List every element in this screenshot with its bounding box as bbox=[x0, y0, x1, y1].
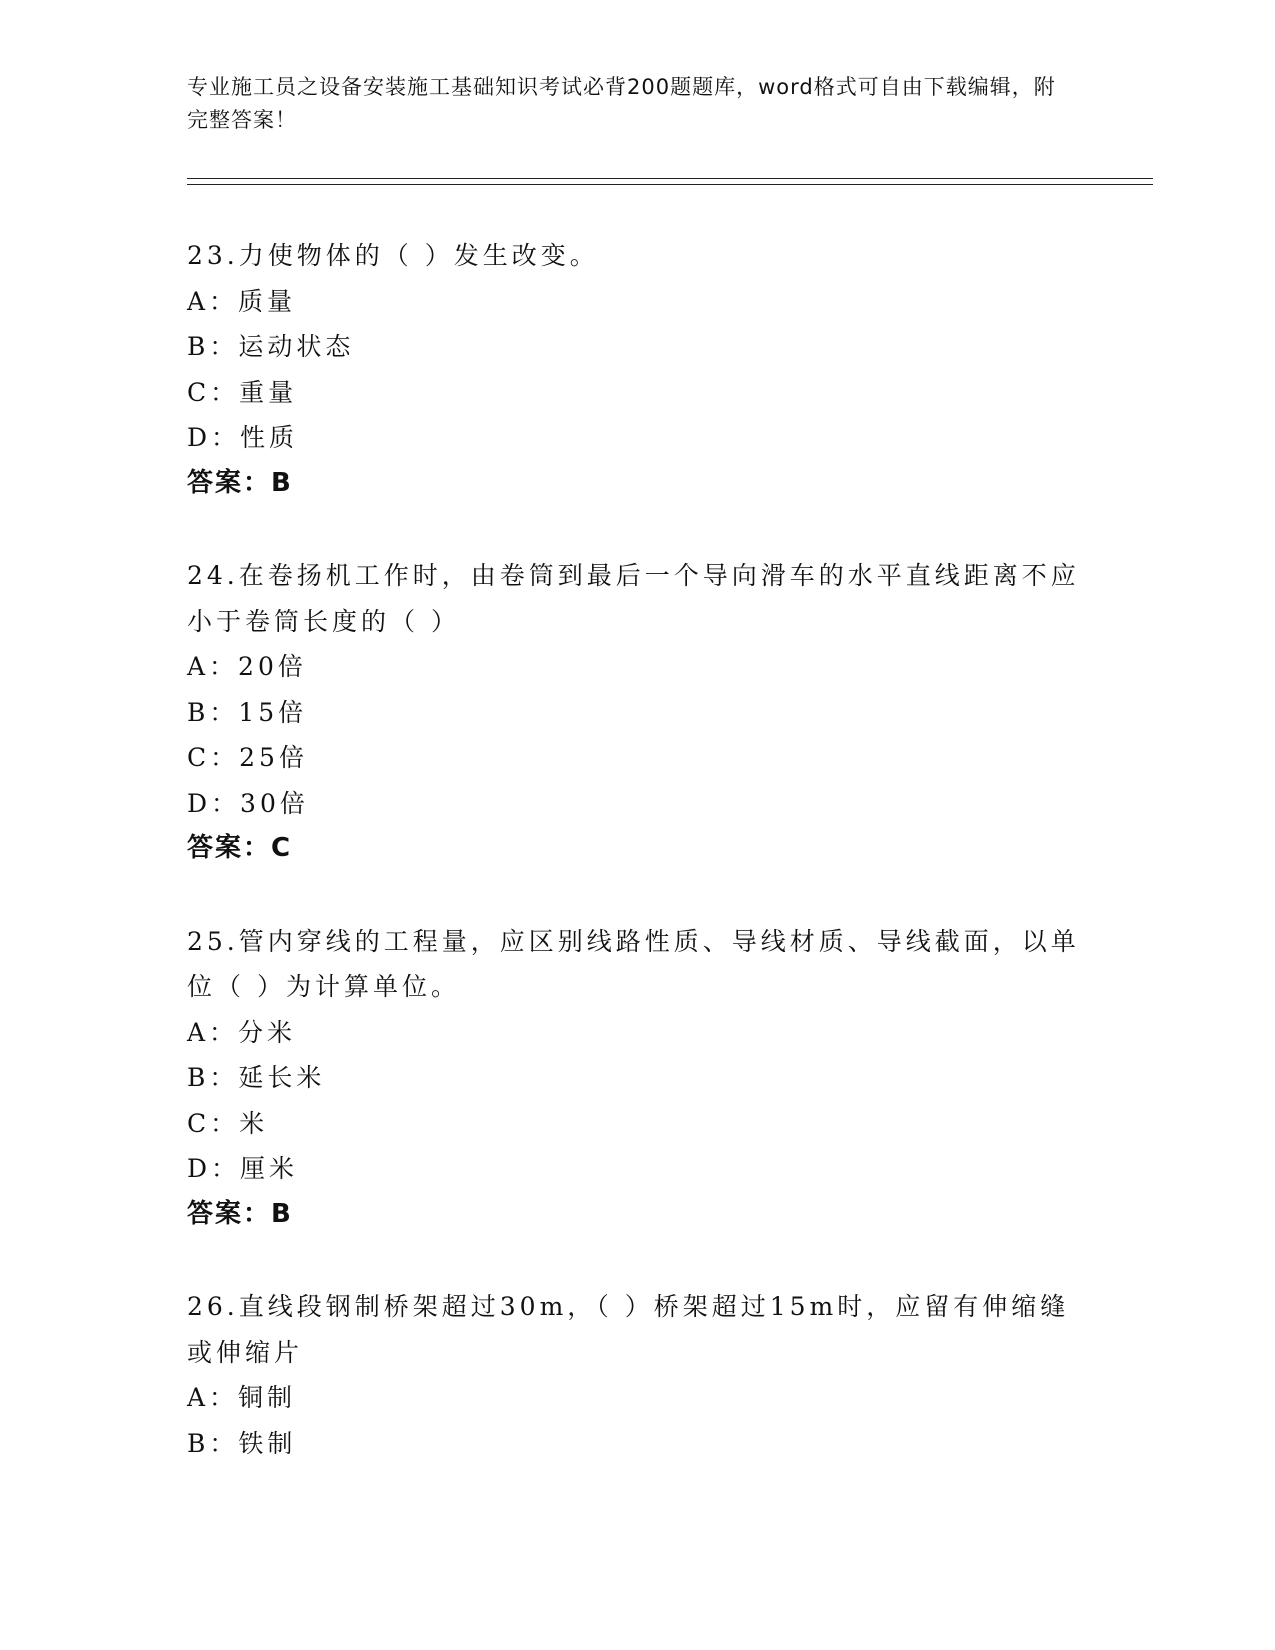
header-double-rule bbox=[187, 178, 1153, 185]
option-d: D：30倍 bbox=[187, 788, 309, 818]
option-a: A：质量 bbox=[187, 286, 297, 316]
question-text: 25.管内穿线的工程量，应区别线路性质、导线材质、导线截面，以单位（ ）为计算单位。 bbox=[187, 926, 1080, 1001]
answer-line: 答案：B bbox=[187, 1198, 293, 1229]
option-c: C：重量 bbox=[187, 377, 298, 407]
option-b: B：延长米 bbox=[187, 1063, 326, 1092]
question-text: 24.在卷扬机工作时，由卷筒到最后一个导向滑车的水平直线距离不应小于卷筒长度的（ ） bbox=[187, 561, 1080, 636]
option-a: A：铜制 bbox=[187, 1383, 297, 1412]
option-b: B：15倍 bbox=[187, 697, 308, 727]
question-25 bbox=[187, 919, 1087, 1238]
option-d: D：性质 bbox=[187, 423, 299, 452]
option-c: C：米 bbox=[187, 1108, 269, 1138]
question-text: 23.力使物体的（ ）发生改变。 bbox=[187, 241, 599, 270]
answer-line: 答案：C bbox=[187, 833, 293, 863]
question-list bbox=[187, 233, 1087, 1513]
answer-line: 答案：B bbox=[187, 467, 293, 498]
question-26 bbox=[187, 1284, 1087, 1466]
option-b: B：铁制 bbox=[187, 1428, 297, 1458]
option-a: A：20倍 bbox=[187, 652, 307, 681]
option-b: B：运动状态 bbox=[187, 332, 355, 361]
option-c: C：25倍 bbox=[187, 743, 308, 772]
question-text: 26.直线段钢制桥架超过30m，（ ）桥架超过15m时，应留有伸缩缝或伸缩片 bbox=[187, 1292, 1070, 1367]
question-23 bbox=[187, 233, 1087, 506]
option-a: A：分米 bbox=[187, 1017, 297, 1047]
document-header: 专业施工员之设备安装施工基础知识考试必背200题题库，word格式可自由下载编辑，附完整答案！ bbox=[187, 75, 1056, 132]
question-24 bbox=[187, 553, 1087, 872]
option-d: D：厘米 bbox=[187, 1154, 299, 1183]
